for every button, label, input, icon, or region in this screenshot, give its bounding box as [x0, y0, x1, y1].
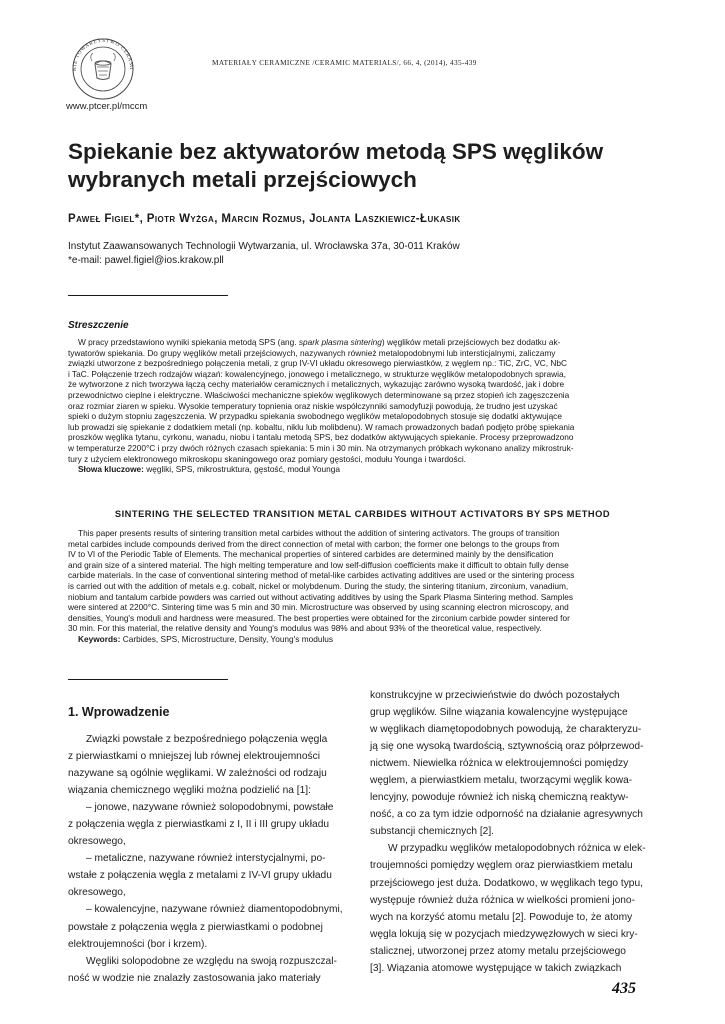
- abstract-line: lub prowadzi się spiekanie z dodatkiem metali (np. kobaltu, niklu lub molibdenu). W ramach prowadzonych badań podjęto próbę spiekania: [68, 421, 575, 432]
- abstract-en: [68, 528, 658, 645]
- abstract-line: 30 min. For this material, the relative density and Young's modulus was 98% and about 93% of the theoretical value, respectively.: [68, 623, 542, 634]
- body-line: Związki powstałe z bezpośredniego połączenia węgla: [86, 734, 328, 745]
- body-column-right: [370, 687, 660, 977]
- body-line: Węgliki solopodobne ze względu na swoją rozpuszczal-: [86, 955, 337, 967]
- article-title: [68, 138, 688, 194]
- abstract-line: metal carbides include compounds derived from the direct connection of metal with carbon; the former one belongs to the groups from: [68, 538, 560, 549]
- abstract-line: tywatorów spiekania. Do grupy węglików metali przejściowych, nazywanych również metalopodobnymi lub intersticjalnymi, zaliczamy: [68, 347, 556, 358]
- corresponding-email[interactable]: *e-mail: pawel.figiel@ios.krakow.pll: [68, 255, 224, 266]
- svg-text:POLSKIE TOWARZYSTWO CERAMICZNE: [62, 36, 134, 71]
- society-logo: [62, 36, 144, 100]
- abstract-line: niobium and tantalum carbide powders was carried out without activating additives by using the Spark Plasma Sintering method. Samples: [68, 591, 573, 602]
- abstract-line: że wytworzone z nich tworzywa łączą cechy materiałów ceramicznych i metalicznych, wykazując zarówno wysoką twardość, jak i dobre: [68, 379, 565, 390]
- abstract-line: spieki o dużym stopniu zagęszczenia. W przypadku spiekania swobodnego węglików metalopodobnych stosuje się dodatki aktywujące: [68, 411, 562, 422]
- body-line: z połączenia węgla z pierwiastkami z I, II i III grupy układu: [68, 819, 330, 831]
- body-line: powstałe z połączenia węgla z pierwiastkami o podobnej: [68, 921, 323, 933]
- body-column-left: [68, 731, 356, 987]
- logo-text: KIE TOWARZYSTWO CERAMI: [71, 37, 135, 71]
- body-line: konstrukcyjne w przeciwieństwie do dwóch pozostałych: [370, 690, 620, 701]
- abstract-line: związki utworzone z bezpośredniego połączenia metali, z grup IV-VI układu okresowego pierwiastków, z węglem np.: TiC, ZrC, VC, NbC: [68, 358, 567, 369]
- body-line: grup węglików. Silne wiązania kowalencyjne występujące: [370, 707, 628, 719]
- abstract-text: ) węglików metali przejściowych bez dodatku ak-: [381, 337, 561, 347]
- abstract-line: were sintered at 2200°C. Sintering time was 5 min and 30 min. Microstructure was observed by using scanning electron microscopy, and: [68, 602, 569, 613]
- body-line: – metaliczne, nazywane również interstycjalnymi, po-: [86, 853, 326, 865]
- english-title: SINTERING THE SELECTED TRANSITION METAL CARBIDES WITHOUT ACTIVATORS BY SPS METHOD: [114, 509, 611, 519]
- keywords-text: węgliki, SPS, mikrostruktura, gęstość, moduł Younga: [143, 464, 340, 475]
- abstract-line: carbide materials. In the case of conventional sintering method of metal-like carbides activating additives are used or the sintering process: [68, 570, 575, 581]
- abstract-line: przewodnictwo cieplne i elektryczne. Właściwości mechaniczne spieków węglikowych determinowane są przez stopień ich zagęszczenia: [68, 389, 570, 400]
- abstract-line: tury z użyciem elektronowego mikroskopu skaningowego oraz pomiary gęstości, modułu Younga i twardości.: [68, 453, 466, 464]
- keywords-en: [68, 634, 658, 645]
- abstract-line: i TaC. Połączenie trzech rodzajów wiązań: kowalencyjnego, jonowego i metalicznego, w strukturze węglików metalopodobnych sprawia,: [68, 368, 566, 379]
- author-list: Paweł Figiel*, Piotr Wyżga, Marcin Rozmus, Jolanta Laszkiewicz-Łukasik: [68, 213, 461, 225]
- abstract-line: w temperaturze 2200°C i przy dwóch różnych czasach spiekania: 5 min i 30 min. Na otrzymanych próbkach wykonano analizy mikrostruk-: [68, 442, 574, 453]
- body-line: wstałe z połączenia węgla z metalami z IV-VI grupy układu: [68, 870, 332, 882]
- article-title-line: Spiekanie bez aktywatorów metodą SPS węglików: [68, 139, 604, 164]
- section-divider: [68, 679, 228, 680]
- abstract-line: proszków węglika tytanu, cyrkonu, wanadu, niobu i tantalu metodą SPS, bez dodatków aktywujących spiekanie. Procesy przeprowadzono: [68, 432, 574, 443]
- body-line: wych na korzyść atomu metalu [2]. Powoduje to, że atomy: [370, 911, 633, 923]
- page-number: 435: [612, 980, 636, 997]
- body-line: w węglikach diamętopodobnych powodują, że charakteryzu-: [370, 724, 642, 736]
- body-line: ją się one wysoką twardością, sztywnością oraz półprzewod-: [370, 741, 644, 753]
- abstract-line: densities, Young's moduli and hardness were measured. The best properties were obtained for the zirconium carbide powder sintered for: [68, 612, 570, 623]
- body-line: stalicznej, utworzonej przez atomy metalu przejściowego: [370, 945, 626, 957]
- body-line: elektroujemności (bor i krzem).: [68, 938, 208, 950]
- body-line: – jonowe, nazywane również solopodobnymi, powstałe: [86, 802, 334, 814]
- keywords-label: Keywords:: [78, 633, 121, 644]
- body-line: nictwem. Niewielka różnica w elektroujemności pomiędzy: [370, 758, 629, 770]
- body-line: występuje również duża różnica w wielkości promieni jono-: [370, 894, 635, 906]
- abstract-line: This paper presents results of sintering transition metal carbides without the addition of sintering activators. The groups of transition: [78, 528, 560, 538]
- journal-header: MATERIAŁY CERAMICZNE /CERAMIC MATERIALS/, 66, 4, (2014), 435-439: [212, 58, 477, 67]
- abstract-line: and grain size of a sintered material. The high melting temperature and low self-diffusion coefficients make it difficult to obtain fully dense: [68, 559, 569, 570]
- site-url[interactable]: www.ptcer.pl/mccm: [66, 101, 148, 112]
- body-line: substancji chemicznych [2].: [370, 826, 495, 838]
- keywords-pl: [68, 464, 658, 475]
- abstract-term: spark plasma sintering: [298, 337, 382, 347]
- section-divider: [68, 295, 228, 296]
- body-line: troujemności pomiędzy węglem oraz pierwiastkiem metalu: [370, 860, 633, 872]
- body-line: nazywane są ogólnie węglikami. W zależności od rodzaju: [68, 768, 327, 780]
- body-line: – kowalencyjne, nazywane również diamentopodobnymi,: [86, 904, 343, 916]
- body-line: węgla lokują się w pozycjach miedzywęzłowych w sieci kry-: [370, 928, 638, 940]
- section-heading: 1. Wprowadzenie: [68, 705, 170, 719]
- body-line: ność w wodzie nie znalazły zastosowania jako materiały: [68, 972, 321, 984]
- body-line: okresowego,: [68, 887, 126, 899]
- body-line: przejściowego jest duża. Dodatkowo, w węglikach tego typu,: [370, 877, 643, 889]
- keywords-label: Słowa kluczowe:: [78, 464, 144, 475]
- body-line: z pierwiastkami o mniejszej lub równej elektroujemności: [68, 751, 320, 763]
- abstract-heading: Streszczenie: [68, 320, 129, 331]
- body-line: W przypadku węglików metalopodobnych różnica w elek-: [388, 843, 646, 855]
- body-line: węglem, a pierwiastkiem metalu, tworzącymi węglik kowa-: [370, 775, 633, 787]
- abstract-line: IV to VI of the Periodic Table of Elements. The mechanical properties of sintered carbides are determined mainly by the densification: [68, 549, 554, 560]
- society-seal-icon: [62, 36, 144, 100]
- body-line: [3]. Wiązania atomowe występujące w takich związkach: [370, 962, 622, 974]
- affiliation-block: [68, 240, 688, 268]
- abstract-line: oraz rozmiar ziaren w spieku. Wysokie temperatury topnienia oraz niskie współczynniki samodyfuzji powodują, że trudno jest uzyskać: [68, 400, 558, 411]
- body-line: wiązania chemicznego węgliki można podzielić na [1]:: [68, 785, 311, 797]
- body-line: ność, a co za tym idzie odporność na działanie agresywnych: [370, 809, 643, 821]
- abstract-line: [68, 337, 658, 348]
- body-line: okresowego,: [68, 836, 126, 848]
- article-title-line: wybranych metali przejściowych: [68, 167, 417, 192]
- keywords-text: Carbides, SPS, Microstructure, Density, Young's modulus: [120, 633, 334, 644]
- affiliation: Instytut Zaawansowanych Technologii Wytwarzania, ul. Wrocławska 37a, 30-011 Kraków: [68, 241, 460, 252]
- abstract-line: is carried out with the addition of metals e.g. cobalt, nickel or molybdenum. During the study, the sintering titanium, zirconium, vanadium,: [68, 580, 569, 591]
- abstract-text: W pracy przedstawiono wyniki spiekania metodą SPS (ang.: [78, 337, 299, 347]
- abstract-pl: [68, 337, 658, 475]
- body-line: lencyjny, powoduje również ich niską chemiczną reaktyw-: [370, 792, 629, 804]
